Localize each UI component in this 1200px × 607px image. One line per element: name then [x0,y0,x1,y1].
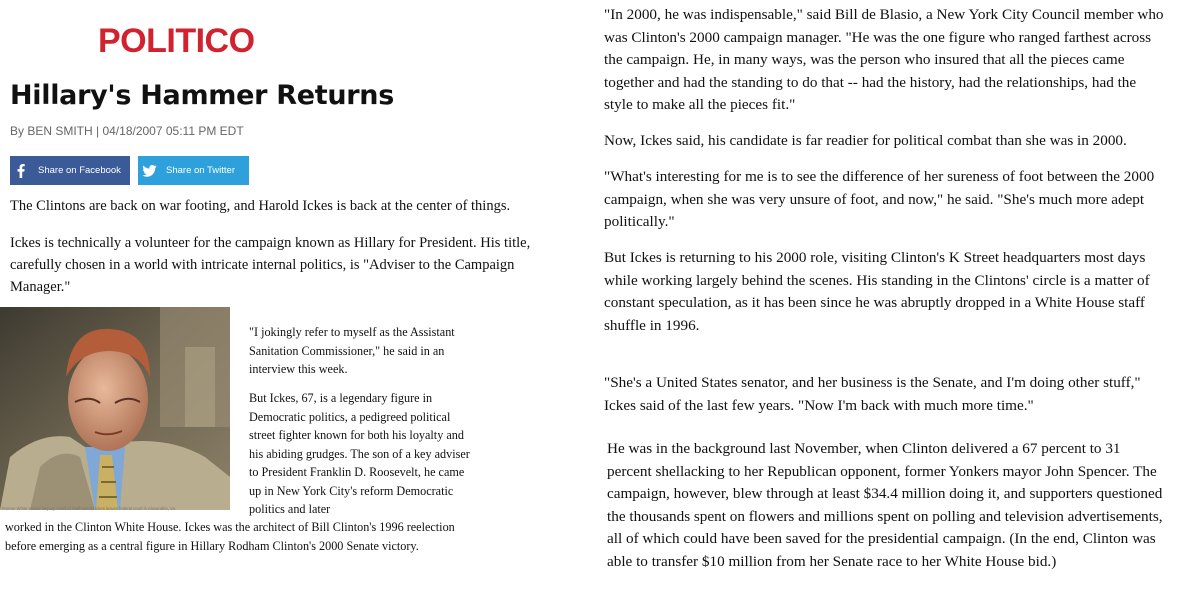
share-twitter-button[interactable] [138,156,249,185]
politico-logo[interactable]: POLITICO [98,22,255,60]
pull-quote-paragraph: "I jokingly refer to myself as the Assistant Sanitation Commissioner," he said in an interview this week. [249,325,455,376]
right-paragraph-1: "In 2000, he was indispensable," said Bill de Blasio, a New York City Council member who was Clinton's 2000 campaign manager. "He was the one figure who ranged farthest across the campaign. He, in many ways, was the person who insured that all the pieces came together and had the standing to do that -- had the history, had the relationships, had the style to make all the pieces fit." [604,6,1164,113]
facebook-icon [10,156,32,185]
right-article-panel [585,0,1200,607]
left-paragraph-2: Ickes is technically a volunteer for the campaign known as Hillary for President. His title, carefully chosen in a world with intricate internal politics, is "Adviser to the Campaign Manager." [10,235,531,295]
portrait-illustration [0,307,230,510]
share-facebook-label: Share on Facebook [38,165,121,176]
right-paragraph-2: Now, Ickes said, his candidate is far readier for political combat than she was in 2000. [604,132,1127,149]
right-paragraph-4: But Ickes is returning to his 2000 role, visiting Clinton's K Street headquarters most days while working largely behind the scenes. His standing in the Clintons' circle is a matter of constant speculation, as it has been since he was abruptly dropped in a White House staff shuffle in 1996. [604,249,1150,334]
left-article-panel [0,0,585,607]
harold-ickes-photo [0,307,230,510]
left-paragraph-1: The Clintons are back on war footing, and Harold Ickes is back at the center of things. [10,198,511,214]
right-paragraph-3: "What's interesting for me is to see the difference of her sureness of foot between the 2000 campaign, when she was very unsure of foot, and now," he said. "She's much more adept politically." [604,168,1155,230]
twitter-bird-icon [138,156,160,185]
photo-caption: Former White House Deputy Chief of Staff Harold Ickes leaves federal court in Alexandria, Va. [2,506,176,511]
article-headline: Hillary's Hammer Returns [10,80,394,111]
article-byline: By BEN SMITH | 04/18/2007 05:11 PM EDT [10,124,244,138]
share-facebook-button[interactable] [10,156,130,185]
share-twitter-label: Share on Twitter [166,165,236,176]
right-paragraph-6: He was in the background last November, when Clinton delivered a 67 percent to 31 percent shellacking to her Republican opponent, former Yonkers mayor John Spencer. The campaign, however, blew through at least $34.4 million doing it, and supporters questioned the thousands spent on flowers and millions spent on polling and television advertisements, all of which could have been saved for the presidential campaign. (In the end, Clinton was able to transfer $10 million from her Senate race to her White House bid.) [607,440,1163,570]
left-paragraph-3-continued: worked in the Clinton White House. Ickes was the architect of Bill Clinton's 1996 reelection before emerging as a central figure in Hillary Rodham Clinton's 2000 Senate victory. [5,520,455,553]
left-paragraph-3: But Ickes, 67, is a legendary figure in Democratic politics, a pedigreed political street fighter known for both his loyalty and his abiding grudges. The son of a key adviser to President Franklin D. Roosevelt, he came up in New York City's reform Democratic politics and later [249,391,470,516]
right-paragraph-5: "She's a United States senator, and her business is the Senate, and I'm doing other stuff," Ickes said of the last few years. "Now I'm back with much more time." [604,374,1141,414]
